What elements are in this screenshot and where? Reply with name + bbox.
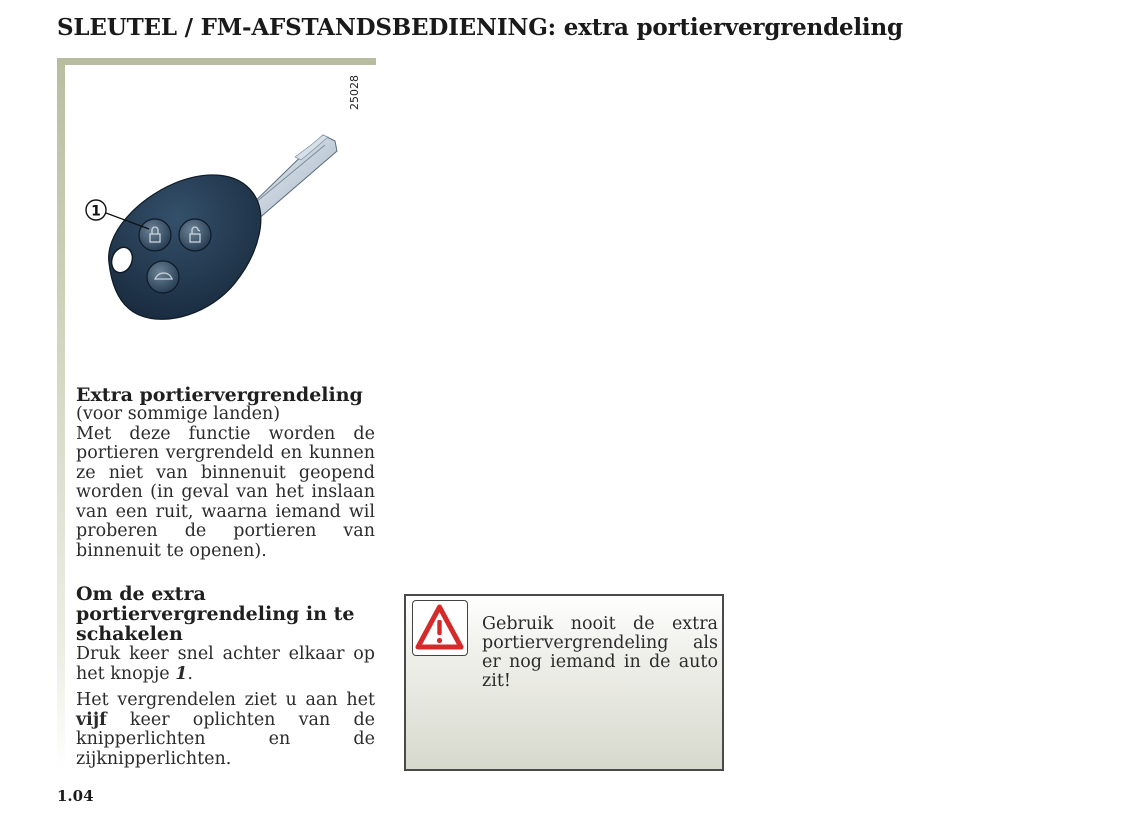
warning-triangle-icon bbox=[413, 601, 466, 654]
page-title: SLEUTEL / FM-AFSTANDSBEDIENING: extra portiervergrendeling bbox=[57, 14, 903, 41]
figure-code: 25028 bbox=[348, 75, 361, 110]
section-extra-lock bbox=[76, 385, 375, 561]
page-number: 1.04 bbox=[57, 787, 94, 805]
section-heading: Om de extra portiervergrendeling in te schakelen bbox=[76, 583, 355, 645]
button-reference: 1 bbox=[175, 663, 188, 684]
section-subheading: (voor sommige landen) bbox=[76, 404, 281, 424]
warning-box bbox=[404, 594, 724, 771]
key-illustration bbox=[65, 65, 376, 378]
section-activate bbox=[76, 584, 375, 769]
remote-key-icon bbox=[65, 65, 376, 378]
callout-label: 1 bbox=[91, 203, 101, 220]
instruction-text: Druk keer snel achter elkaar op het knopje 1. bbox=[76, 644, 375, 684]
section-body: Met deze functie worden de portieren vergrendeld en kunnen ze niet van binnenuit geopend worden (in geval van het inslaan van een ruit, waarna iemand wil proberen de portieren van binnenuit te openen). bbox=[76, 423, 375, 561]
blink-count: vijf bbox=[76, 709, 107, 730]
section-heading: Extra portiervergrendeling bbox=[76, 384, 363, 406]
warning-text: Gebruik nooit de extra portiervergrendeling als er nog iemand in de auto zit! bbox=[482, 614, 718, 691]
column-top-bar bbox=[57, 58, 376, 65]
result-text: Het vergrendelen ziet u aan het vijf keer oplichten van de knipperlichten en de zijknipperlichten. bbox=[76, 690, 375, 769]
warning-icon-frame bbox=[412, 600, 468, 656]
